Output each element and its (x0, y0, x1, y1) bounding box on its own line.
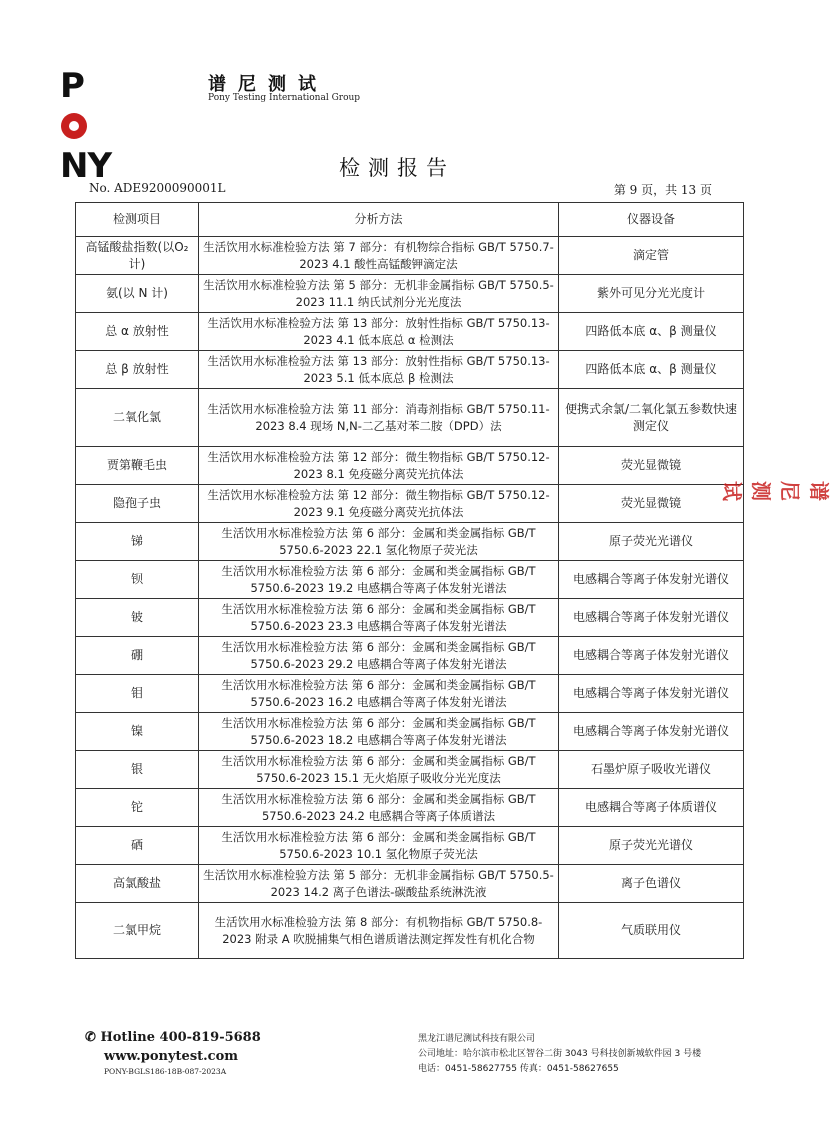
method-cell: 生活饮用水标准检验方法 第 6 部分：金属和类金属指标 GB/T 5750.6-2023 29.2 电感耦合等离子体发射光谱法 (199, 637, 559, 675)
equipment-cell: 电感耦合等离子体发射光谱仪 (559, 637, 744, 675)
page-title: 检测报告 (339, 156, 455, 180)
header-item: 检测项目 (76, 203, 199, 237)
item-cell: 氨(以 N 计) (76, 275, 199, 313)
method-cell: 生活饮用水标准检验方法 第 13 部分：放射性指标 GB/T 5750.13-2023 4.1 低本底总 α 检测法 (199, 313, 559, 351)
method-cell: 生活饮用水标准检验方法 第 7 部分：有机物综合指标 GB/T 5750.7-2023 4.1 酸性高锰酸钾滴定法 (199, 237, 559, 275)
item-cell: 钼 (76, 675, 199, 713)
method-cell: 生活饮用水标准检验方法 第 8 部分：有机物指标 GB/T 5750.8-2023 附录 A 吹脱捕集气相色谱质谱法测定挥发性有机化合物 (199, 903, 559, 959)
item-cell: 硼 (76, 637, 199, 675)
method-cell: 生活饮用水标准检验方法 第 12 部分：微生物指标 GB/T 5750.12-2023 9.1 免疫磁分离荧光抗体法 (199, 485, 559, 523)
page-info: 第 9 页，共 13 页 (613, 183, 712, 197)
item-cell: 镍 (76, 713, 199, 751)
item-cell: 隐孢子虫 (76, 485, 199, 523)
equipment-cell: 紫外可见分光光度计 (559, 275, 744, 313)
method-cell: 生活饮用水标准检验方法 第 6 部分：金属和类金属指标 GB/T 5750.6-2023 22.1 氢化物原子荧光法 (199, 523, 559, 561)
equipment-cell: 荧光显微镜 (559, 447, 744, 485)
method-cell: 生活饮用水标准检验方法 第 6 部分：金属和类金属指标 GB/T 5750.6-2023 19.2 电感耦合等离子体发射光谱法 (199, 561, 559, 599)
item-cell: 二氯甲烷 (76, 903, 199, 959)
item-cell: 铍 (76, 599, 199, 637)
equipment-cell: 原子荧光光谱仪 (559, 827, 744, 865)
equipment-cell: 电感耦合等离子体质谱仪 (559, 789, 744, 827)
company-info (418, 1032, 701, 1077)
equipment-cell: 石墨炉原子吸收光谱仪 (559, 751, 744, 789)
equipment-cell: 四路低本底 α、β 测量仪 (559, 351, 744, 389)
table-row (76, 561, 744, 599)
table-header-row (76, 203, 744, 237)
equipment-cell: 离子色谱仪 (559, 865, 744, 903)
method-cell: 生活饮用水标准检验方法 第 5 部分：无机非金属指标 GB/T 5750.5-2023 14.2 离子色谱法-碳酸盐系统淋洗液 (199, 865, 559, 903)
method-table (75, 202, 744, 959)
table-row (76, 827, 744, 865)
item-cell: 高氯酸盐 (76, 865, 199, 903)
method-cell: 生活饮用水标准检验方法 第 12 部分：微生物指标 GB/T 5750.12-2023 8.1 免疫磁分离荧光抗体法 (199, 447, 559, 485)
equipment-cell: 四路低本底 α、β 测量仪 (559, 313, 744, 351)
website[interactable]: www.ponytest.com (104, 1049, 239, 1064)
logo-o-icon (61, 113, 87, 139)
equipment-cell: 电感耦合等离子体发射光谱仪 (559, 675, 744, 713)
item-cell: 高锰酸盐指数(以O₂计) (76, 237, 199, 275)
table-row (76, 447, 744, 485)
hotline: ✆ Hotline 400-819-5688 (85, 1030, 261, 1045)
logo-brand: PNY (60, 66, 112, 186)
item-cell: 二氧化氯 (76, 389, 199, 447)
method-cell: 生活饮用水标准检验方法 第 6 部分：金属和类金属指标 GB/T 5750.6-2023 10.1 氢化物原子荧光法 (199, 827, 559, 865)
method-cell: 生活饮用水标准检验方法 第 6 部分：金属和类金属指标 GB/T 5750.6-2023 15.1 无火焰原子吸收分光光度法 (199, 751, 559, 789)
table-row (76, 903, 744, 959)
item-cell: 银 (76, 751, 199, 789)
company-address: 公司地址：哈尔滨市松北区智谷二街 3043 号科技创新城软件园 3 号楼 (418, 1049, 702, 1059)
logo-brand-cn: 谱尼测试 (208, 74, 328, 95)
equipment-cell: 荧光显微镜 (559, 485, 744, 523)
item-cell: 硒 (76, 827, 199, 865)
equipment-cell: 滴定管 (559, 237, 744, 275)
report-number: No. ADE9200090001L (89, 181, 226, 195)
method-cell: 生活饮用水标准检验方法 第 5 部分：无机非金属指标 GB/T 5750.5-2023 11.1 纳氏试剂分光光度法 (199, 275, 559, 313)
method-cell: 生活饮用水标准检验方法 第 13 部分：放射性指标 GB/T 5750.13-2023 5.1 低本底总 β 检测法 (199, 351, 559, 389)
equipment-cell: 原子荧光光谱仪 (559, 523, 744, 561)
item-cell: 钡 (76, 561, 199, 599)
table-row (76, 599, 744, 637)
table-row (76, 865, 744, 903)
table-row (76, 237, 744, 275)
equipment-cell: 电感耦合等离子体发射光谱仪 (559, 561, 744, 599)
equipment-cell: 电感耦合等离子体发射光谱仪 (559, 599, 744, 637)
item-cell: 锑 (76, 523, 199, 561)
table-row (76, 637, 744, 675)
header-equipment: 仪器设备 (559, 203, 744, 237)
side-stamp: 谱尼测试 (720, 481, 831, 501)
table-row (76, 523, 744, 561)
table-row (76, 751, 744, 789)
table-row (76, 313, 744, 351)
method-cell: 生活饮用水标准检验方法 第 6 部分：金属和类金属指标 GB/T 5750.6-2023 18.2 电感耦合等离子体发射光谱法 (199, 713, 559, 751)
method-cell: 生活饮用水标准检验方法 第 11 部分：消毒剂指标 GB/T 5750.11-2023 8.4 现场 N,N-二乙基对苯二胺（DPD）法 (199, 389, 559, 447)
item-cell: 铊 (76, 789, 199, 827)
equipment-cell: 电感耦合等离子体发射光谱仪 (559, 713, 744, 751)
table-row (76, 389, 744, 447)
table-row (76, 351, 744, 389)
method-cell: 生活饮用水标准检验方法 第 6 部分：金属和类金属指标 GB/T 5750.6-2023 24.2 电感耦合等离子体质谱法 (199, 789, 559, 827)
table-row (76, 713, 744, 751)
equipment-cell: 气质联用仪 (559, 903, 744, 959)
item-cell: 贾第鞭毛虫 (76, 447, 199, 485)
item-cell: 总 α 放射性 (76, 313, 199, 351)
equipment-cell: 便携式余氯/二氧化氯五参数快速测定仪 (559, 389, 744, 447)
phone-icon: ✆ (85, 1030, 96, 1045)
table-row (76, 789, 744, 827)
method-cell: 生活饮用水标准检验方法 第 6 部分：金属和类金属指标 GB/T 5750.6-2023 16.2 电感耦合等离子体发射光谱法 (199, 675, 559, 713)
table-row (76, 485, 744, 523)
method-cell: 生活饮用水标准检验方法 第 6 部分：金属和类金属指标 GB/T 5750.6-2023 23.3 电感耦合等离子体发射光谱法 (199, 599, 559, 637)
table-row (76, 675, 744, 713)
header-method: 分析方法 (199, 203, 559, 237)
form-code: PONY-BGLS186-18B-087-2023A (104, 1067, 227, 1076)
company-name: 黑龙江谱尼测试科技有限公司 (418, 1034, 536, 1044)
table-row (76, 275, 744, 313)
logo-brand-en: Pony Testing International Group (208, 93, 361, 103)
item-cell: 总 β 放射性 (76, 351, 199, 389)
company-phone: 电话：0451-58627755 传真：0451-58627655 (418, 1064, 619, 1074)
